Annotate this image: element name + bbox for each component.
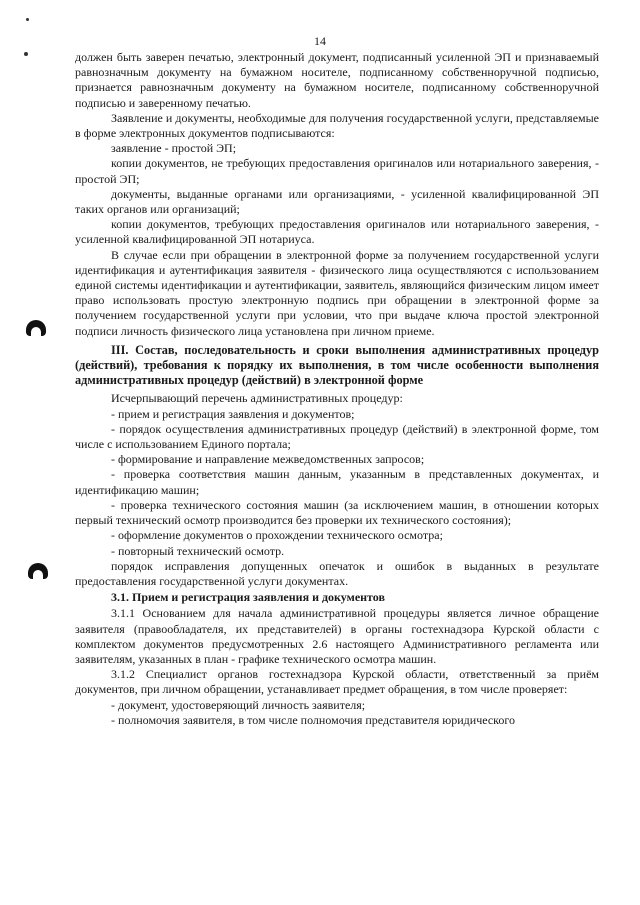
paragraph: В случае если при обращении в электронной форме за получением государственной услуги идентификация и аутентификация заявителя - физического лица осуществляются с использованием единой системы идентификации и аутентификации, заявитель, являющийся физическим лицом имеет право использовать простую электронную подпись при обращении в электронной форме за получением государственной услуги при условии, что при выдаче ключа простой электронной подписи личность физического лица установлена при личном приеме.: [75, 247, 599, 338]
punch-hole: [26, 320, 46, 336]
paragraph: - проверка соответствия машин данным, указанным в представленных документах, и идентификацию машин;: [75, 467, 599, 497]
paragraph: заявление - простой ЭП;: [111, 141, 237, 156]
paragraph: копии документов, не требующих предоставления оригиналов или нотариального заверения, - простой ЭП;: [75, 156, 599, 186]
paragraph: копии документов, требующих предоставления оригиналов или нотариального заверения, - усиленной квалифицированной ЭП нотариуса.: [75, 217, 599, 247]
paragraph: - прием и регистрация заявления и документов;: [111, 406, 355, 421]
paragraph: - проверка технического состояния машин (за исключением машин, в отношении которых первый технический осмотр производится без проверки их технического состояния);: [75, 497, 599, 528]
paragraph: - порядок осуществления административных процедур (действий) в электронной форме, том числе с использованием Единого портала;: [75, 421, 599, 452]
paragraph: документы, выданные органами или организациями, - усиленной квалифицированной ЭП таких органов или организаций;: [75, 186, 599, 217]
paragraph: - повторный технический осмотр.: [111, 543, 285, 558]
paragraph: 3.1.1 Основанием для начала административной процедуры является личное обращение заявителя (правообладателя, их представителей) в органы гостехнадзора Курской области с комплектом документов предусмотренных 2.6 настоящего Административного регламента или заявителям, указанных в план - графике технического осмотра машин.: [75, 606, 599, 666]
paragraph: - документ, удостоверяющий личность заявителя;: [111, 697, 366, 712]
scan-speck: [26, 18, 29, 21]
subsection-heading: 3.1. Прием и регистрация заявления и документов: [111, 590, 385, 605]
paragraph: порядок исправления допущенных опечаток и ошибок в выданных в результате предоставления государственной услуги документах.: [75, 558, 599, 588]
paragraph: Исчерпывающий перечень административных процедур:: [111, 391, 403, 406]
document-body: [75, 50, 599, 728]
paragraph: 3.1.2 Специалист органов гостехнадзора Курской области, ответственный за приём документов, при личном обращении, устанавливает предмет обращения, в том числе проверяет:: [75, 667, 599, 697]
section-heading: III. Состав, последовательность и сроки выполнения административных процедур (действий), требования к порядку их выполнения, в том числе особенности выполнения административных процедур (действий) в электронной форме: [75, 342, 599, 388]
scan-speck: [24, 52, 28, 56]
paragraph: - оформление документов о прохождении технического осмотра;: [111, 528, 443, 543]
page-number: 14: [314, 34, 326, 48]
paragraph: Заявление и документы, необходимые для получения государственной услуги, представляемые в форме электронных документов подписываются:: [75, 110, 599, 141]
paragraph: должен быть заверен печатью, электронный документ, подписанный усиленной ЭП и признаваемый равнозначным документу на бумажном носителе, подписанному собственноручной подписью, признается равнозначным документу на бумажном носителе, подписанному собственноручной подписью и заверенному печатью.: [75, 50, 599, 110]
punch-hole: [28, 563, 48, 579]
paragraph: - формирование и направление межведомственных запросов;: [111, 452, 425, 467]
paragraph: - полномочия заявителя, в том числе полномочия представителя юридического: [111, 712, 516, 727]
